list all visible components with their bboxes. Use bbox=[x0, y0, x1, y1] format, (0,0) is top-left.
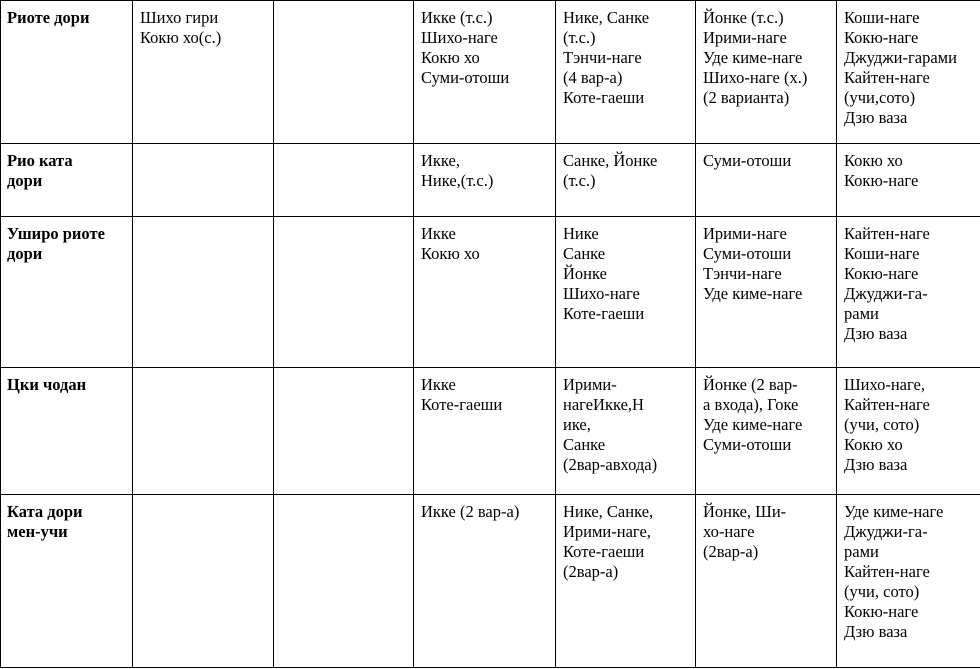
table-cell bbox=[274, 217, 414, 368]
table-cell: Йонке (т.с.) Ирими-наге Уде киме-наге Шихо-наге (х.) (2 варианта) bbox=[696, 1, 837, 144]
table-cell: Нике, Санке (т.с.) Тэнчи-наге (4 вар-а) Коте-гаеши bbox=[556, 1, 696, 144]
table-cell: Икке (т.с.) Шихо-наге Кокю хо Суми-отоши bbox=[414, 1, 556, 144]
table-cell: Санке, Йонке (т.с.) bbox=[556, 144, 696, 217]
row-header-cell: Риоте дори bbox=[1, 1, 133, 144]
table-cell bbox=[133, 368, 274, 495]
table-cell: Кайтен-наге Коши-наге Кокю-наге Джуджи-га- рами Дзю ваза bbox=[837, 217, 980, 368]
table-cell: Йонке (2 вар- а входа), Гоке Уде киме-наге Суми-отоши bbox=[696, 368, 837, 495]
table-cell: Икке, Нике,(т.с.) bbox=[414, 144, 556, 217]
row-header-cell: Рио ката дори bbox=[1, 144, 133, 217]
table-cell bbox=[274, 144, 414, 217]
table-cell: Йонке, Ши- хо-наге (2вар-а) bbox=[696, 495, 837, 668]
table-cell: Ирими-наге Суми-отоши Тэнчи-наге Уде киме-наге bbox=[696, 217, 837, 368]
table-row bbox=[1, 368, 980, 495]
table-row bbox=[1, 495, 980, 668]
table-row bbox=[1, 1, 980, 144]
row-header-cell: Уширо риоте дори bbox=[1, 217, 133, 368]
table-cell: Кокю хо Кокю-наге bbox=[837, 144, 980, 217]
table-cell: Нике Санке Йонке Шихо-наге Коте-гаеши bbox=[556, 217, 696, 368]
table-row bbox=[1, 217, 980, 368]
table-cell: Икке Кокю хо bbox=[414, 217, 556, 368]
table-cell bbox=[133, 495, 274, 668]
table-cell: Суми-отоши bbox=[696, 144, 837, 217]
table-cell bbox=[274, 1, 414, 144]
table-cell: Нике, Санке, Ирими-наге, Коте-гаеши (2вар-а) bbox=[556, 495, 696, 668]
table-cell: Икке Коте-гаеши bbox=[414, 368, 556, 495]
table-cell: Шихо-наге, Кайтен-наге (учи, сото) Кокю хо Дзю ваза bbox=[837, 368, 980, 495]
table-cell: Уде киме-наге Джуджи-га- рами Кайтен-наге (учи, сото) Кокю-наге Дзю ваза bbox=[837, 495, 980, 668]
table-cell bbox=[133, 217, 274, 368]
table-cell bbox=[133, 144, 274, 217]
row-header-cell: Цки чодан bbox=[1, 368, 133, 495]
row-header-cell: Ката дори мен-учи bbox=[1, 495, 133, 668]
table-cell: Ирими- нагеИкке,Н ике, Санке (2вар-авхода) bbox=[556, 368, 696, 495]
table-cell bbox=[274, 495, 414, 668]
table-cell: Шихо гири Кокю хо(с.) bbox=[133, 1, 274, 144]
table-cell bbox=[274, 368, 414, 495]
table-cell: Икке (2 вар-а) bbox=[414, 495, 556, 668]
table-cell: Коши-наге Кокю-наге Джуджи-гарами Кайтен-наге (учи,сото) Дзю ваза bbox=[837, 1, 980, 144]
table-row bbox=[1, 144, 980, 217]
